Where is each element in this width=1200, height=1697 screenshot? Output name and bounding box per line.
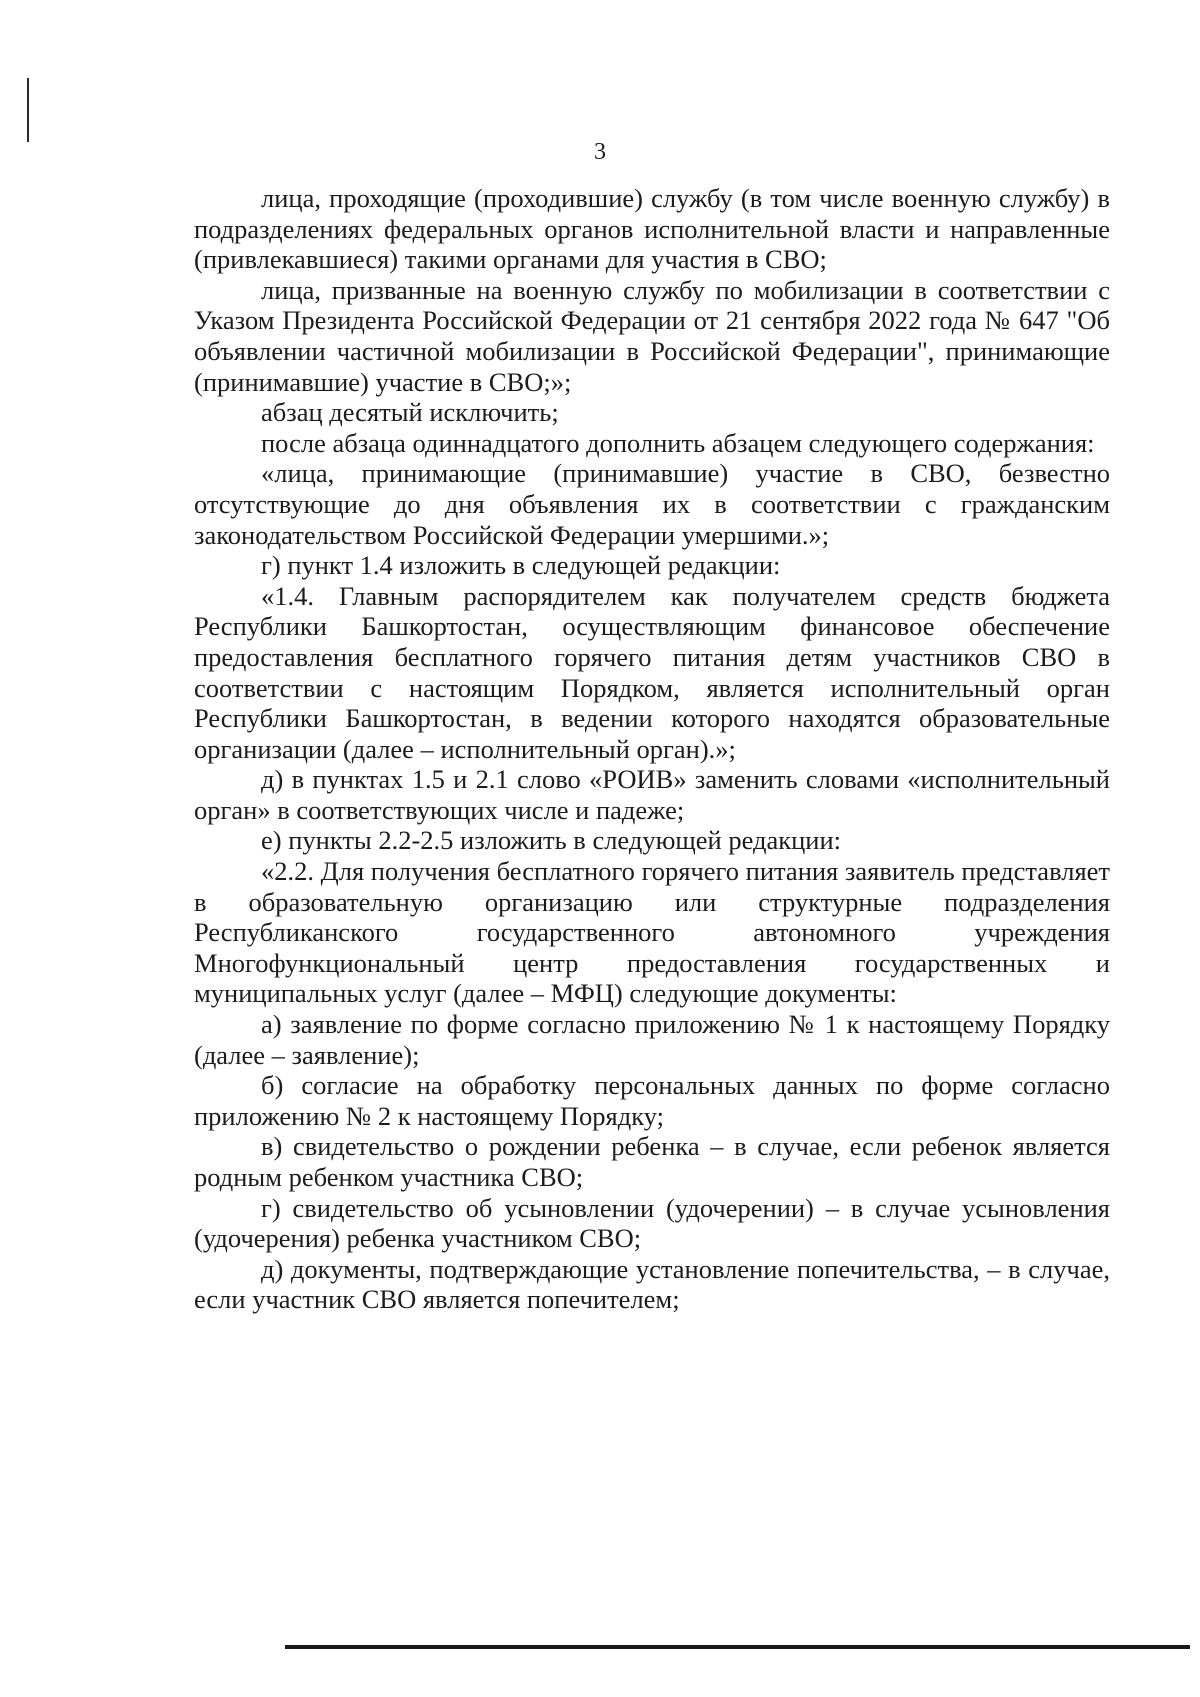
scan-bottom-line xyxy=(285,1645,1190,1649)
scan-edge-mark xyxy=(27,78,29,142)
paragraph: после абзаца одиннадцатого дополнить абзацем следующего содержания: xyxy=(261,427,1095,458)
paragraph: г) свидетельство об усыновлении (удочерении) – в случае усыновления (удочерения) ребенка участником СВО; xyxy=(194,1192,1110,1254)
document-body xyxy=(194,183,1110,1315)
paragraph: е) пункты 2.2-2.5 изложить в следующей редакции: xyxy=(261,825,842,856)
paragraph: б) согласие на обработку персональных данных по форме согласно приложению № 2 к настоящему Порядку; xyxy=(194,1070,1110,1131)
paragraph: д) документы, подтверждающие установление попечительства, – в случае, если участник СВО является попечителем; xyxy=(194,1253,1110,1315)
paragraph: абзац десятый исключить; xyxy=(261,397,559,428)
paragraph: а) заявление по форме согласно приложению № 1 к настоящему Порядку (далее – заявление); xyxy=(194,1009,1110,1070)
page-number: 3 xyxy=(594,139,606,165)
paragraph: г) пункт 1.4 изложить в следующей редакции: xyxy=(261,550,781,581)
paragraph: «1.4. Главным распорядителем как получателем средств бюджета Республики Башкортостан, осуществляющим финансовое обеспечение предоставления бесплатного горячего питания детям участников СВО в соответствии с настоящим Порядком, является исполнительный орган Республики Башкортостан, в ведении которого находятся образовательные организации (далее – исполнительный орган).»; xyxy=(194,580,1110,764)
paragraph: в) свидетельство о рождении ребенка – в случае, если ребенок является родным ребенком участника СВО; xyxy=(194,1131,1110,1192)
paragraph: лица, призванные на военную службу по мобилизации в соответствии с Указом Президента Российской Федерации от 21 сентября 2022 года № 647 "Об объявлении частичной мобилизации в Российской Федерации", принимающие (принимавшие) участие в СВО;»; xyxy=(194,274,1110,397)
paragraph: д) в пунктах 1.5 и 2.1 слово «РОИВ» заменить словами «исполнительный орган» в соответствующих числе и падеже; xyxy=(194,764,1110,825)
paragraph: лица, проходящие (проходившие) службу (в том числе военную службу) в подразделениях федеральных органов исполнительной власти и направленные (привлекавшиеся) такими органами для участия в СВО; xyxy=(194,183,1110,275)
paragraph: «лица, принимающие (принимавшие) участие в СВО, безвестно отсутствующие до дня объявления их в соответствии с гражданским законодательством Российской Федерации умершими.»; xyxy=(194,458,1110,550)
paragraph: «2.2. Для получения бесплатного горячего питания заявитель представляет в образовательную организацию или структурные подразделения Республиканского государственного автономного учреждения Многофункциональный центр предоставления государственных и муниципальных услуг (далее – МФЦ) следующие документы: xyxy=(194,856,1110,1009)
